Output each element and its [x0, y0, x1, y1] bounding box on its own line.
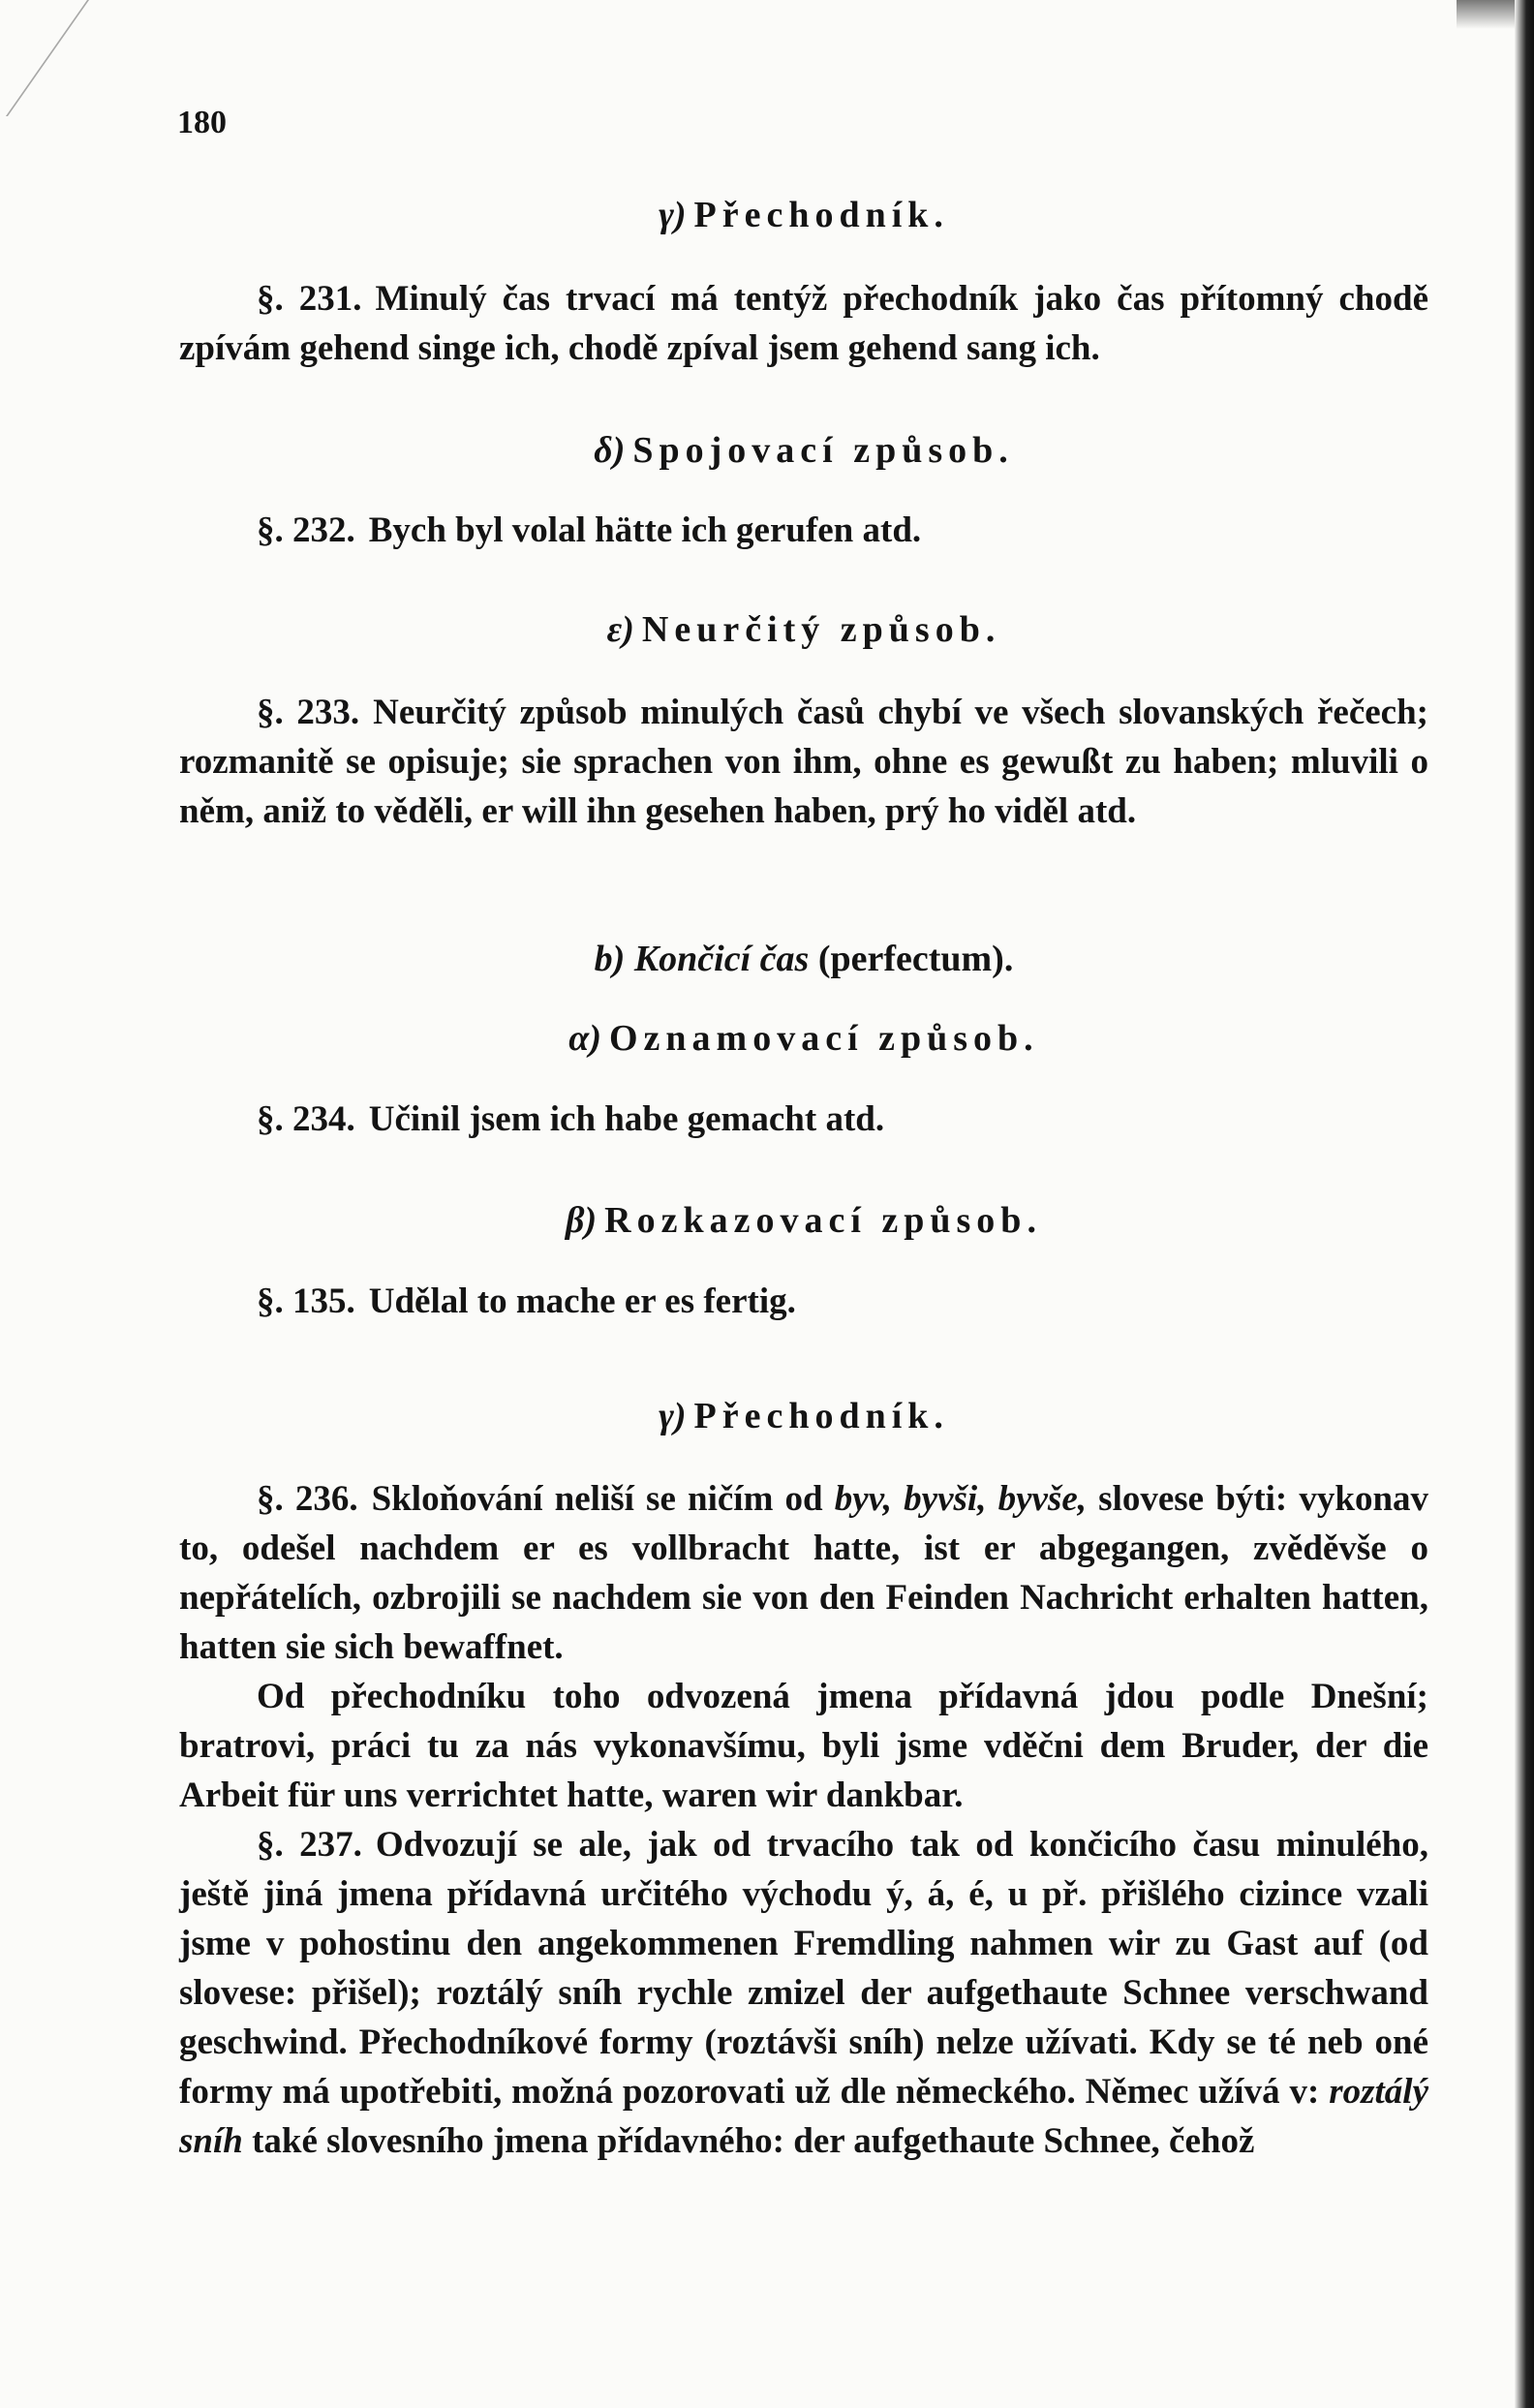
section-number: §. 236. — [257, 1479, 358, 1519]
heading-prechodnik-2: γ) Přechodník. — [659, 1396, 949, 1436]
scan-shadow — [1457, 0, 1515, 29]
heading-neurcity: ε) Neurčitý způsob. — [606, 609, 1001, 650]
heading-oznamovaci: α) Oznamovací způsob. — [568, 1018, 1039, 1059]
subheading-perfectum: b) Končicí čas (perfectum). — [594, 939, 1014, 979]
paragraph-234: §. 234. Učinil jsem ich habe gemacht atd. — [257, 1099, 885, 1139]
heading-rozkazovaci: β) Rozkazovací způsob. — [566, 1200, 1042, 1241]
heading-prechodnik: γ) Přechodník. — [659, 195, 949, 235]
paragraph-233: §. 233. Neurčitý způsob minulých časů chybí ve všech slovanských řečech; rozmanitě se opisuje; sie sprachen von ihm, ohne es gewußt zu haben; mluvili o něm, aniž to věděli, er will ihn gesehen haben, prý ho viděl atd. — [179, 693, 1429, 831]
paragraph-231: §. 231. Minulý čas trvací má tentýž přechodník jako čas přítomný chodě zpívám gehend singe ich, chodě zpíval jsem gehend sang ich. — [179, 279, 1429, 368]
heading-spojovaci: δ) Spojovací způsob. — [594, 430, 1014, 471]
scan-edge — [1515, 0, 1534, 2408]
paragraph-135: §. 135. Udělal to mache er es fertig. — [257, 1281, 796, 1321]
paragraph-232: §. 232. Bych byl volal hätte ich gerufen atd. — [257, 510, 922, 550]
paragraph-236: §. 236. Skloňování neliší se ničím od byv, byvši, byvše, slovese býti: vykonav to, odešel nachdem er es vollbracht hatte, ist er abgegangen, zvěděvše o nepřátelích, ozbrojili se nachdem sie von den Feinden Nachricht erhalten hatten, hatten sie sich bewaffnet. Od přechodníku toho odvozená jmena přídavná jdou podle Dnešní; bratrovi, práci tu za nás vykonavšímu, byli jsme vděčni dem Bruder, der die Arbeit für uns verrichtet hatte, waren wir dankbar. §. 237. Odvozují se ale, jak od trvacího tak od končicího času minulého, ještě jiná jmena přídavná určitého východu ý, á, é, u př. přišlého cizince vzali jsme v pohostinu den angekommenen Fremdling nahmen wir zu Gast auf (od slovese: přišel); roztálý sníh rychle zmizel der aufgethaute Schnee verschwand geschwind. Přechodníkové formy (roztávši sníh) nelze užívati. Kdy se té neb oné formy má upotřebiti, možná pozorovati už dle německého. Němec užívá v: roztálý sníh také slovesního jmena přídavného: der aufgethaute Schnee, čehož — [179, 1479, 1429, 2161]
section-number: §. 135. — [257, 1281, 355, 1321]
section-number: §. 232. — [257, 510, 355, 550]
page-corner-fold — [0, 0, 89, 116]
page-number: 180 — [177, 105, 227, 140]
section-number: §. 234. — [257, 1099, 355, 1139]
paragraph-od: Od přechodníku toho odvozená jmena přídavná jdou podle Dnešní; bratrovi, práci tu za nás vykonavšímu, byli jsme vděčni dem Bruder, der die Arbeit für uns verrichtet hatte, waren wir dankbar. — [179, 1677, 1428, 1815]
section-number: §. 231. — [257, 279, 362, 319]
section-number: §. 233. — [257, 693, 360, 732]
section-number: §. 237. — [257, 1825, 362, 1865]
